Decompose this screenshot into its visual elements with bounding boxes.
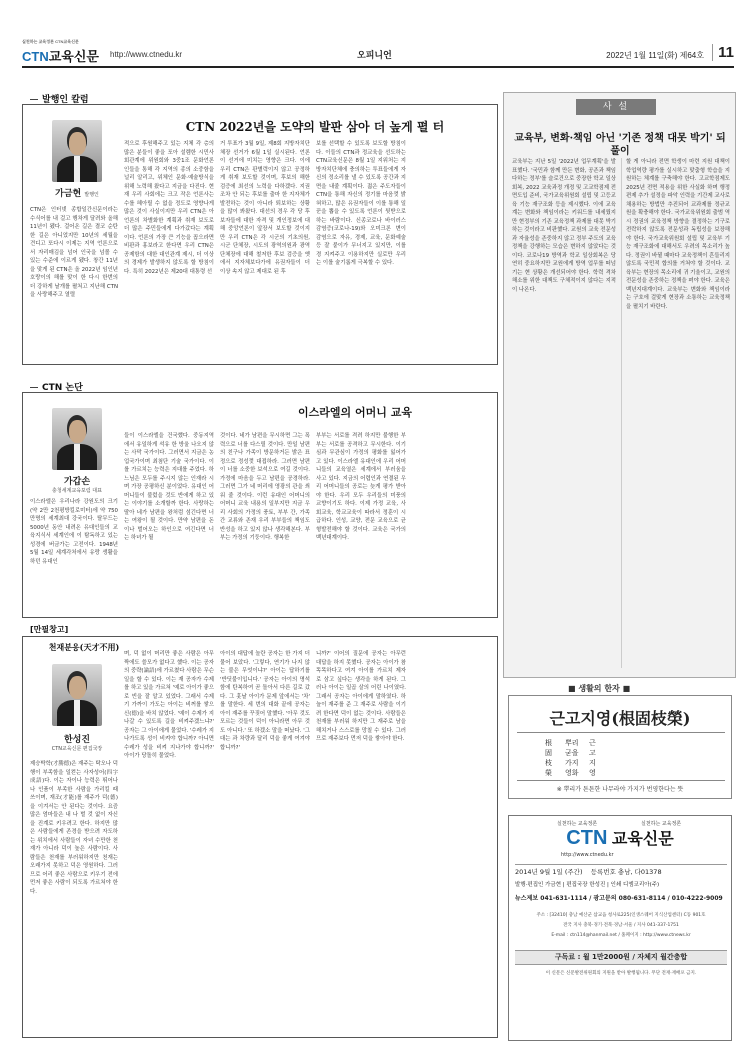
- publisher-column-text-3: 거 투표가 3월 9일, 제8회 지방자치단체장 선거가 6월 1일 실시된다. 언론이 선거에 미치는 영향은 크다. 이에 우리 CTN은 판별력이지 않고 공정하게 취재 보도할 것이며, 후보의 해한 검증에 최선의 노력을 다하겠다. 지권조차 안 되는 후보를 출마 한 지자체가 발전하는 것이 아니라 퇴보하는 상황을 많이 봐왔다. 대선의 경우 각 당 후보자들에 대한 자격 및 개인정보에 대해 중앙언론이 앞장서 보도할 것이지만 우리 CTN은 각 시군의 기초의원, 시군 단체장, 시도의 광역의원과 광역단체장에 대해 철저한 후보 검증을 옛에서 지자체보다가에 유권자들이 더 이상 속지 않고 제대로 된 후: [220, 141, 310, 275]
- editorial-column-divider: [621, 158, 622, 668]
- ad-copyright: 이 신문은 신문발전위원회의 지원을 받아 발행됩니다. 무단 전재·재배포 금지.: [545, 971, 697, 976]
- proverb-title: 근고지영(根固枝榮): [549, 709, 691, 728]
- editorial-headline: 교육부, 변화·책임 아닌 '기존 정책 대못 박기' 되풀이: [514, 133, 726, 157]
- publisher-column-label: 발행인 칼럼: [30, 92, 89, 105]
- issue-date: 2022년 1월 11일(화) 제64호: [606, 51, 704, 60]
- proverb-divider-bottom: [517, 780, 725, 781]
- ad-phones: 뉴스제보 041-631-1114 / 광고문의 080-631-8114 / 010-4222-9009: [515, 895, 723, 902]
- manpil-text-1: 제승박학(才勝德)은 재주는 탁오나 덕행이 부족함을 일컫는 사자성어(四字成語)다. 이는 자이나 능력은 뛰어나나 인품이 부족한 사람을 가리킬 때 쓰이며, 재조(才能)를 재주가 덕(德)을 이겨서는 안 된다는 것이다. 요즘 많은 엄마들은 내 나 벌 것 없이 자신을 진계로 키우려고 한다. 하지만 많은 사람들에게 존경을 받으려 자도하는 위치에서 사람들이 자녀 수만한 천재가 아니라 덕이 높은 사람이다. 사람들은 천재를 부러워하지만 천재는 오래가지 못하고 덕은 영원하다. 그러므로 어리 좋은 사람으로 키우기 전에 먼저 좋은 사람이 되도록 가르쳐야 한다.: [30, 761, 118, 895]
- editorial-text-2: 할 게 아니라 전면 학생이 마련 지원 대책이 학업역량 평가를 실시하고 맞춤형 학습을 지원하는 체계를 구축해야 한다. 고교학점제도 2025년 전면 적용을 위한 사실화 하며 행정편제 추가 설정을 파악 인력을 기간제 교사로 채용하는 방법만 추진되어 교과제를 정규교원을 확충해야 한다. 국가교육위원회 출범 역시 정권의 교육정책 방향을 결정하는 기구로 전락하지 않도록 전문성과 독립성을 보장해야 한다. 국가교육위원회 설립 및 교육부 기능 재구조화에 대해서도 우려의 목소리가 높다. 정권이 바뀔 때마다 교육정책이 흔들리지 않도록 국민적 합의를 거쳐야 할 것이다. 교육부는 현장의 목소리에 귀 기울이고, 교원의 전문성을 존중하는 정책을 펴야 한다. 교육은 백년지대계이다. 교육부는 변화와 책임이라는 구호에 걸맞게 현장과 소통하는 교육정책을 펼치기 바란다.: [626, 159, 730, 310]
- proverb-box: [508, 695, 732, 799]
- proverb-meaning-col: 뿌리 굳을 가지 영화: [565, 739, 579, 777]
- proverb-sound-col: 근 고 지 영: [589, 739, 596, 777]
- page-header: [22, 39, 734, 68]
- manpil-text-4: 니까?' 이어의 질문에 공자는 아무런 대답을 하지 못했다. 공자는 아이가 참 똑똑하다고 여겨 아이를 가르치 제자로 삼고 싶다는 생각을 하게 된다. 그러나 아이는 일곱 살의 어린 나이였다. 그래서 공자는 아이에게 말하였다. 하늘이 재주를 준 그 재주로 사람을 이기려 한다면 덕이 없는 것이다. 사람들은 천재를 부러워 하지만 그 재주로 남을 해치거나 스스로를 망칠 수 있다. 그러므로 재주보다 먼저 덕을 쌓아야 한다.: [316, 651, 406, 742]
- ad-email: E-mail : ctn114@hanmail.net / 홈페이지 : http://www.ctnews.kr: [551, 933, 691, 938]
- ad-branch: 전국 지사 충북·경기·전북·경남·서울 / 지사 041-337-1751: [563, 923, 679, 928]
- page-number: 11: [712, 44, 734, 61]
- ad-tag-2: 실천하는 교육정론: [641, 821, 682, 827]
- manpil-author-photo: [52, 664, 102, 726]
- ad-staff: 발행·편집인 가금현 | 편집국장 한성진 | 인쇄 디엠코리아(주): [515, 882, 660, 888]
- ctn-column-text-4: 부부는 서로를 격려 하지만 불행한 부부는 서로를 공격하고 무시한다. 이기심과 무관심이 가정의 평화를 잃어가고 있다. 이스라엘 유대인에 우리 어머니들의 교육열은 세계에서 부러움을 사고 있다. 지금의 어렵인과 연결된 우리 어머니들의 공로는 늦게 평가 받아야 한다. 우리 모두 우리들의 미풍의 교향이기도 하다. 이제 가정 교육, 사회교육, 학교교육이 따라서 정훈이 시급하다. 인성, 교양, 전문 교육으로 균형발전해야 할 것이다. 교육은 국가의 백년대계이다.: [316, 433, 406, 541]
- manpil-byline: 한성진 CTN교육신문 편집국장: [51, 735, 103, 752]
- ad-url[interactable]: http://www.ctnedu.kr: [561, 852, 614, 858]
- publisher-column-text-1: CTN은 인터넷 종합일간신문이라는 수식어를 내 걸고 행차게 달려와 올해 11년이 됐다. 걸어온 길은 결코 순탄한 길은 아니었지만 10년의 세월을 견디고 또다시 이제는 지역 언론으로서 자리매김을 넘어 인국을 넘볼 수 있는 수준에 이르게 됐다. 창간 11년을 맞게 된 CTN은 올 2022년 임인년 호랑이의 해를 맞이 한 다시 한번의 더 강하게 날개를 펼쳐고 지난해 CTN을 사랑해주고 열렬: [30, 207, 118, 298]
- site-url[interactable]: http://www.ctnedu.kr: [110, 50, 183, 59]
- proverb-hanja-col: 根 固 枝 榮: [545, 739, 552, 777]
- ad-tag: 실천하는 교육정론: [557, 821, 598, 827]
- manpil-label: [만필창고]: [30, 625, 69, 634]
- logo-ctn: CTN: [22, 49, 49, 64]
- ctn-column-text-1: 이스라엘은 우리나라 강원도의 크기(약 2만 2천평방킬로미터)에 약 750만명의 세계최대 강국이다. 탈무드는 5000년 동안 내려온 유대인들의 교육지식서 세계인에 이 탐독하고 있는 성경에 버금가는 고전이다. 1948년 5월 14일 세계각처에서 유랑 생활을 하던 유대인: [30, 499, 118, 565]
- logo-name: 교육신문: [48, 49, 99, 64]
- proverb-label: ■ 생활의 한자 ■: [568, 684, 631, 693]
- editorial-text-1: 교육부는 지난 5일 '2022년 업무계획'을 발표했다. '국민과 함께 만든 변화, 공존과 책임 다하는 정부'를 슬로건으로 중장한 학교 일상회복, 2022 교육과정 개정 및 고교학점제 전면도입 준비, 국가교육위원회 설립 및 고등교육 기능 재구조화 등을 제시했다. 이에 교육계는 변화와 책임이라는 키워드를 내세웠지만 현정부의 기존 교육정책 과제를 대못 박기하는 것이라고 비판했다. 교원의 교육 전문성과 자율성을 존중하지 않고 정부 주도의 교육정책을 강행하는 모습은 변하지 않았다는 것이다. 코로나19 방역과 학교 일상회복은 당연히 중요하지만 교원에게 방역 업무를 떠넘기는 현 상황은 개선되어야 한다. 학력 격차 해소를 위한 대책도 구체적이지 않다는 지적이 나온다.: [512, 159, 616, 293]
- manpil-headline: 천재분응(天才不用): [48, 642, 120, 652]
- newspaper-info-box: [508, 815, 732, 1041]
- publisher-column-headline: CTN 2022년을 도약의 발판 삼아 더 높게 펼 터: [185, 120, 445, 134]
- proverb-divider-top: [517, 732, 725, 733]
- ad-address: 주소 : [32410] 충남 예산군 삽교읍 청사로225(인생스퀘어 지식산업센터) C동 901호: [536, 913, 706, 918]
- manpil-text-3: 아이의 대답에 놀란 공자는 한 가지 더 물어 보았다. '그렇다, 연기가 나지 않는 불은 무엇이냐?' 아이는 답하기를 '반딧불이입니다.' 공자는 아이의 명석함에 탄복하여 곧 돌아서 다른 길로 갔다. 그 훗날 아이가 문제 앞에서는 '차' 를 말한다. 세 번의 대화 끝에 공자는 아이 재주를 꾸짖어 말했다. '아무 것도 모르는 것들이 덕이 아니라면 아무 것도 아니다.' 또 하겠소 말을 떠났다. '그대는 과 차량과 달리 덕을 좋게 여겨야 합니까?': [220, 651, 310, 751]
- publisher-column-text-4: 보를 선택할 수 있도록 보도할 방침이다. 이들의 CTN과 정교육을 선도하는 CTN교육신문은 8월 1일 지위처는 지방자치단체에 충의하는 투표들에게 자신의 정소리를 낼 수 있도록 공간과 지면을 내줄 계획이다. 젊은 주도자들이 CTN을 통해 자신의 정기를 마음껏 밝혀하고, 많은 유권자들이 이를 통해 일꾼을 뽑을 수 있도록 언론이 뒷받으로 하는 바람이다. 신종코로나 바이러스 감염증(코로나-19)와 오미크론 변이 감염으로 자유, 경제, 교육, 문화예술 등 잘 붙이가 무너지고 있지만, 이를 경 지켜주고 이용하지만 실로만 우리는 이를 술기롭게 극복할 수 있다.: [316, 141, 406, 266]
- ad-price: 구독료 : 월 1만2000원 / 자체지 월간충합: [515, 950, 727, 965]
- ad-logo: CTN 교육신문: [566, 827, 674, 849]
- publisher-byline: 가금현 발행인: [55, 189, 99, 199]
- publisher-column-text-2: 적으로 후원해주고 있는 지체 각 층의 많은 분들이 좋을 포아 설렘한 시민사회관계에 위원회와 3중1조 문화언론인들을 통해 각 지역의 종의 소중함을 널리 알리고, 위체인 문화·예술방식을 위해 노력해 왔다고 지금을 다진다. 현재 우리 사회에는 크고 작은 언론사는 수를 헤아릴 수 없을 정도로 영향나게 많은 것이 사실이지만 우리 CTN은 아 언론의 차별화한 계획과 취재 보도로 더 많은 주민들에게 다가갔다는 계획이다. 언론의 가장 큰 기능을 꼽으라면 비판과 홍보라고 한다면 우리 CTN은 공제함의 대한 대인관계 제시, 더 이상의 경제가 발생하지 않도록 할 방침이다. 특히 2022년은 제20대 대통령 선: [124, 141, 214, 275]
- logo-tagline: 실천하는 교육정론 CTN교육신문: [22, 39, 79, 44]
- ctn-column-text-2: 들이 이스라엘을 건국했다. 중동지역에서 유일하게 석유 한 방울 나오지 않는 사막 국가이다. 그러면서 지금은 농업국가이며 최첨단 기술 국가이다. 이를 가르치는 능력은 지대를 주었다. 하느님은 모두를 주시지 않는 인재라 시며 가장 공평하신 분이었다. 유대인 어머니들이 불렀을 것도 반에게 하고 있는 이야기를 소개할까 한다. 사랑하는 딸아 네가 남편을 왕처럼 섬긴다면 너는 여왕이 될 것이다. 만약 남편을 돈이나 벌어오는 하인으로 여긴다면 너는 하녀가 될: [124, 433, 214, 541]
- ctn-column-headline: 이스라엘의 어머니 교육: [298, 406, 412, 419]
- publisher-photo: [52, 120, 102, 182]
- ctn-column-label: CTN 논단: [30, 380, 83, 393]
- ctn-byline: 가갑손 충청세계교육포럼 대표: [52, 477, 102, 494]
- section-name: 오피니언: [357, 51, 392, 61]
- ad-registration: 2014년 9월 1일 (주간) 등록번호 충남, 다01378: [515, 864, 727, 877]
- ctn-column-text-3: 것이다. 네가 남편을 무시하면 그는 폭력으로 너를 다스릴 것이다. 만일 남편의 친구나 가족이 방문하거든 밝은 표정으로 정성껏 대접하라. 그러면 남편이 너를 소중한 보석으로 여길 것이다. 가정에 마음을 두고 남편을 공경하라. 그러면 그가 네 머리에 영광의 관을 씌워 줄 것이다. 이런 유대인 어머니의 어머니 교육 내용의 일부지만 지금 우리 사회의 가정의 풍토, 부부 간, 가족 간 교류와 존재 우리 부부들의 책임도 반성을 하고 있지 않나 생각해본다. 부부는 가정의 기둥이다. 행복한: [220, 433, 310, 541]
- masthead-logo[interactable]: [22, 39, 99, 65]
- editorial-label: 사 설: [576, 99, 656, 115]
- manpil-text-2: 며, 덕 없이 머리만 좋은 사람은 아무짝에도 쓸모가 없다고 했다. 이는 공자의 중략(論語)에 가르쳤다 사람은 무슨 일을 할 수 있다. 이는 재 공자가 수제를 하고 있을 가르쳐 '예로 아이가 좋으로 빈을 잘 알고 있었다. 그래서 수제기 가까이 가도는 아이는 비꺼를 쌓으신(德)을 바치 않었다. '예이 수제가 지나갈 수 있도록 길을 비켜주겠느냐?' 공자는 그 아이에게 물었다. '수레가 지나가도록 성이 비켜야 합니까? 아니면 수레가 성을 비켜 지나가야 합니까?' 아이가 당돌히 물었다.: [124, 651, 214, 759]
- ctn-author-photo: [52, 408, 102, 470]
- proverb-note: ※ 뿌리가 튼튼한 나무라야 가지가 번영한다는 뜻: [556, 786, 684, 793]
